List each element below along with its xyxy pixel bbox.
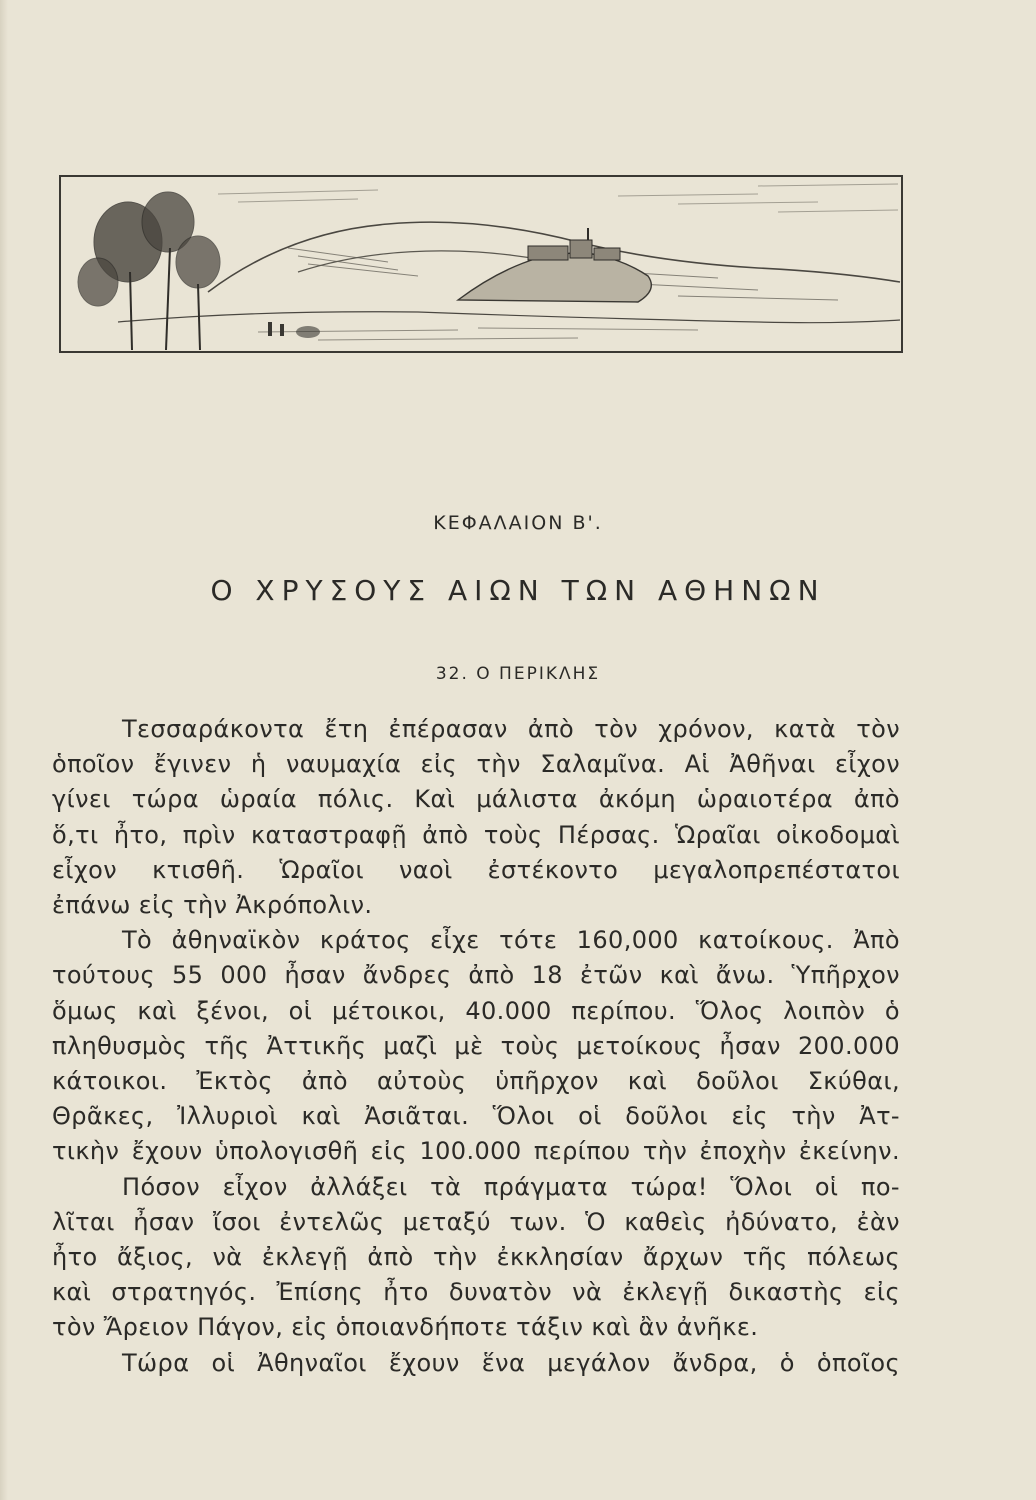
text-line: Τὸ ἀθηναϊκὸν κράτος εἶχε τότε 160,000 κατοίκους. Ἀπὸ	[122, 926, 900, 955]
text-line: τούτους 55 000 ἦσαν ἄνδρες ἀπὸ 18 ἐτῶν καὶ ἄνω. Ὑπῆρχον	[52, 961, 900, 990]
text-line: ὅ,τι ἦτο, πρὶν καταστραφῇ ἀπὸ τοὺς Πέρσας. Ὡραῖαι οἰκοδομαὶ	[52, 820, 900, 849]
chapter-title: Ο ΧΡΥΣΟΥΣ ΑΙΩΝ ΤΩΝ ΑΘΗΝΩΝ	[210, 574, 826, 607]
text-line: πληθυσμὸς τῆς Ἀττικῆς μαζὶ μὲ τοὺς μετοίκους ἦσαν 200.000	[52, 1031, 900, 1060]
section-heading: 32. Ο ΠΕΡΙΚΛΗΣ	[435, 664, 601, 684]
chapter-label: ΚΕΦΑΛΑΙΟΝ Β'.	[433, 512, 603, 534]
text-line: εἶχον κτισθῆ. Ὡραῖοι ναοὶ ἐστέκοντο μεγαλοπρεπέστατοι	[52, 855, 900, 884]
body-text	[52, 712, 900, 1381]
text-line: τὸν Ἄρειον Πάγον, εἰς ὁποιανδήποτε τάξιν καὶ ἂν ἀνῆκε.	[52, 1313, 759, 1342]
text-line: Πόσον εἶχον ἀλλάξει τὰ πράγματα τώρα! Ὅλοι οἱ πο-	[122, 1172, 900, 1201]
text-line: λῖται ἦσαν ἴσοι ἐντελῶς μεταξύ των. Ὁ καθεὶς ἠδύνατο, ἐὰν	[52, 1207, 900, 1236]
text-line: ὁποῖον ἔγινεν ἡ ναυμαχία εἰς τὴν Σαλαμῖνα. Αἱ Ἀθῆναι εἶχον	[52, 750, 900, 779]
text-line: Τεσσαράκοντα ἔτη ἐπέρασαν ἀπὸ τὸν χρόνον, κατὰ τὸν	[122, 715, 900, 743]
text-line: τικὴν ἔχουν ὑπολογισθῆ εἰς 100.000 περίπου τὴν ἐποχὴν ἐκείνην.	[52, 1137, 900, 1166]
text-line: Τώρα οἱ Ἀθηναῖοι ἔχουν ἕνα μεγάλον ἄνδρα, ὁ ὁποῖος	[122, 1348, 900, 1377]
text-line: ἐπάνω εἰς τὴν Ἀκρόπολιν.	[52, 891, 373, 920]
text-line: γίνει τώρα ὡραία πόλις. Καὶ μάλιστα ἀκόμη ὡραιοτέρα ἀπὸ	[52, 785, 900, 814]
text-line: κάτοικοι. Ἐκτὸς ἀπὸ αὐτοὺς ὑπῆρχον καὶ δοῦλοι Σκύθαι,	[52, 1067, 900, 1096]
text-line: ὅμως καὶ ξένοι, οἱ μέτοικοι, 40.000 περίπου. Ὅλος λοιπὸν ὁ	[52, 996, 900, 1025]
text-line: καὶ στρατηγός. Ἐπίσης ἦτο δυνατὸν νὰ ἐκλεγῇ δικαστὴς εἰς	[52, 1278, 900, 1307]
text-line: ἦτο ἄξιος, νὰ ἐκλεγῇ ἀπὸ τὴν ἐκκλησίαν ἄρχων τῆς πόλεως	[52, 1243, 900, 1272]
page-edge	[0, 0, 8, 1500]
acropolis-landscape-illustration	[58, 172, 904, 356]
text-line: Θρᾶκες, Ἰλλυριοὶ καὶ Ἀσιᾶται. Ὅλοι οἱ δοῦλοι εἰς τὴν Ἀτ-	[52, 1102, 900, 1131]
